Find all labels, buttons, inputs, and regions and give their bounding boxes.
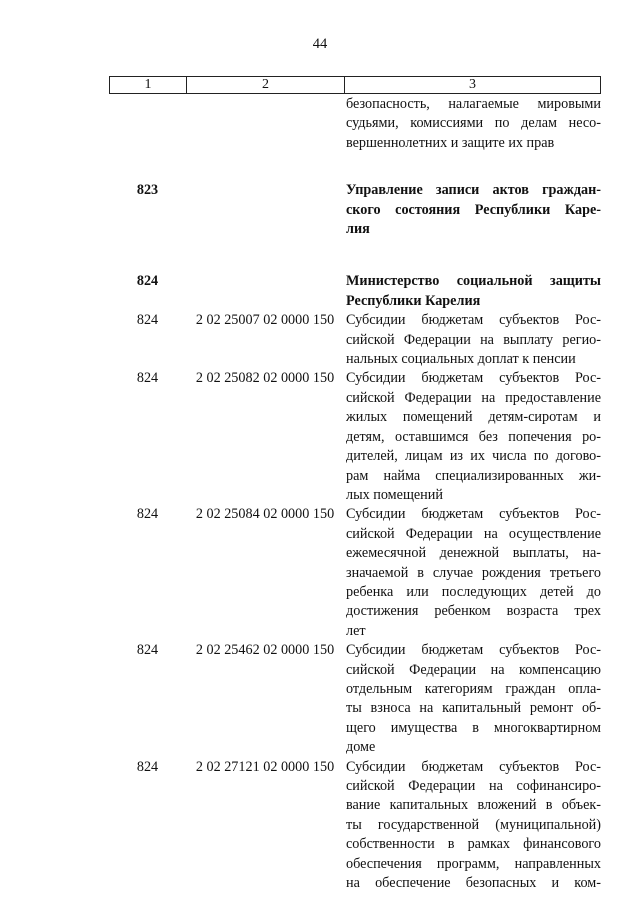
text-line: щего имущества в многоквартирном (346, 719, 601, 736)
text-line: обеспечения программ, направленных (346, 855, 601, 872)
text-line: Субсидии бюджетам субъектов Рос- (346, 758, 601, 775)
kbk-cell (186, 272, 344, 311)
code-cell: 824 (136, 273, 159, 290)
text-line: ежемесячной денежной выплаты, на- (346, 545, 601, 562)
text-line: дителей, лицам из их числа по догово- (346, 448, 601, 465)
text-line: Субсидии бюджетам субъектов Рос- (346, 370, 601, 387)
table-row (109, 641, 601, 757)
text-line: лет (346, 622, 366, 639)
kbk-cell: 2 02 25462 02 0000 150 (195, 642, 335, 659)
description-cell (344, 758, 601, 894)
description-cell (344, 505, 601, 641)
text-line: Субсидии бюджетам субъектов Рос- (346, 642, 601, 659)
table-row (109, 369, 601, 505)
code-cell: 824 (136, 370, 159, 387)
code-cell (109, 95, 186, 153)
text-line: Субсидии бюджетам субъектов Рос- (346, 312, 601, 329)
text-line: на обеспечение безопасных и ком- (346, 875, 601, 892)
kbk-cell: 2 02 25007 02 0000 150 (195, 312, 335, 329)
header-col-2: 2 (187, 77, 345, 93)
text-line: Субсидии бюджетам субъектов Рос- (346, 506, 601, 523)
table-row (109, 758, 601, 894)
table-row (109, 505, 601, 641)
kbk-cell: 2 02 25082 02 0000 150 (195, 370, 335, 387)
text-line: жилых помещений детям-сиротам и (346, 409, 601, 426)
code-cell: 824 (136, 642, 159, 659)
text-line: рам найма специализированных жи- (346, 467, 601, 484)
kbk-cell (186, 95, 344, 153)
text-line: собственности в рамках финансового (346, 836, 601, 853)
section-row-823 (109, 181, 601, 239)
spacer (109, 153, 601, 181)
text-line: ского состояния Республики Каре- (346, 201, 601, 218)
section-row-824 (109, 272, 601, 311)
text-line: сийской Федерации на осуществление (346, 525, 601, 542)
kbk-cell: 2 02 27121 02 0000 150 (195, 758, 335, 775)
table-body (109, 95, 601, 893)
spacer (109, 239, 601, 272)
text-line: Республики Карелия (346, 292, 481, 309)
code-cell: 824 (136, 506, 159, 523)
text-line: безопасность, налагаемые мировыми (346, 96, 601, 112)
kbk-cell: 2 02 25084 02 0000 150 (195, 506, 335, 523)
text-line: ты взноса на капитальный ремонт об- (346, 700, 601, 717)
text-line: лия (346, 221, 370, 238)
code-cell: 823 (136, 182, 159, 199)
text-line: Управление записи актов граждан- (346, 182, 601, 199)
kbk-cell (186, 181, 344, 239)
table-row (109, 95, 601, 153)
code-cell: 824 (136, 758, 159, 775)
text-line: значаемой в случае рождения третьего (346, 564, 601, 581)
text-line: сийской Федерации на предоставление (346, 389, 601, 406)
text-line: вание капитальных вложений в объек- (346, 797, 601, 814)
code-cell: 824 (136, 312, 159, 329)
description-cell (344, 641, 601, 757)
text-line: ты государственной (муниципальной) (346, 816, 601, 833)
text-line: ребенка или последующих детей до (346, 583, 601, 600)
text-line: Министерство социальной защиты (346, 273, 601, 290)
text-line: достижения ребенком возраста трех (346, 603, 601, 620)
text-line: судьями, комиссиями по делам несо- (346, 115, 601, 132)
header-col-3: 3 (469, 77, 476, 92)
text-line: нальных социальных доплат к пенсии (346, 351, 576, 368)
table-header (109, 76, 601, 94)
text-line: сийской Федерации на компенсацию (346, 661, 601, 678)
text-line: отдельным категориям граждан опла- (346, 680, 601, 697)
description-cell (344, 95, 601, 153)
description-cell (344, 272, 601, 311)
description-cell (344, 181, 601, 239)
table-row (109, 311, 601, 369)
text-line: сийской Федерации на софинансиро- (346, 778, 601, 794)
header-col-1: 1 (110, 77, 187, 93)
text-line: вершеннолетних и защите их прав (346, 134, 555, 151)
description-cell (344, 311, 601, 369)
description-cell (344, 369, 601, 505)
text-line: детям, оставшимся без попечения ро- (346, 428, 601, 445)
page-number: 44 (312, 36, 328, 52)
text-line: сийской Федерации на выплату регио- (346, 331, 601, 348)
text-line: доме (346, 739, 376, 756)
text-line: лых помещений (346, 486, 443, 503)
